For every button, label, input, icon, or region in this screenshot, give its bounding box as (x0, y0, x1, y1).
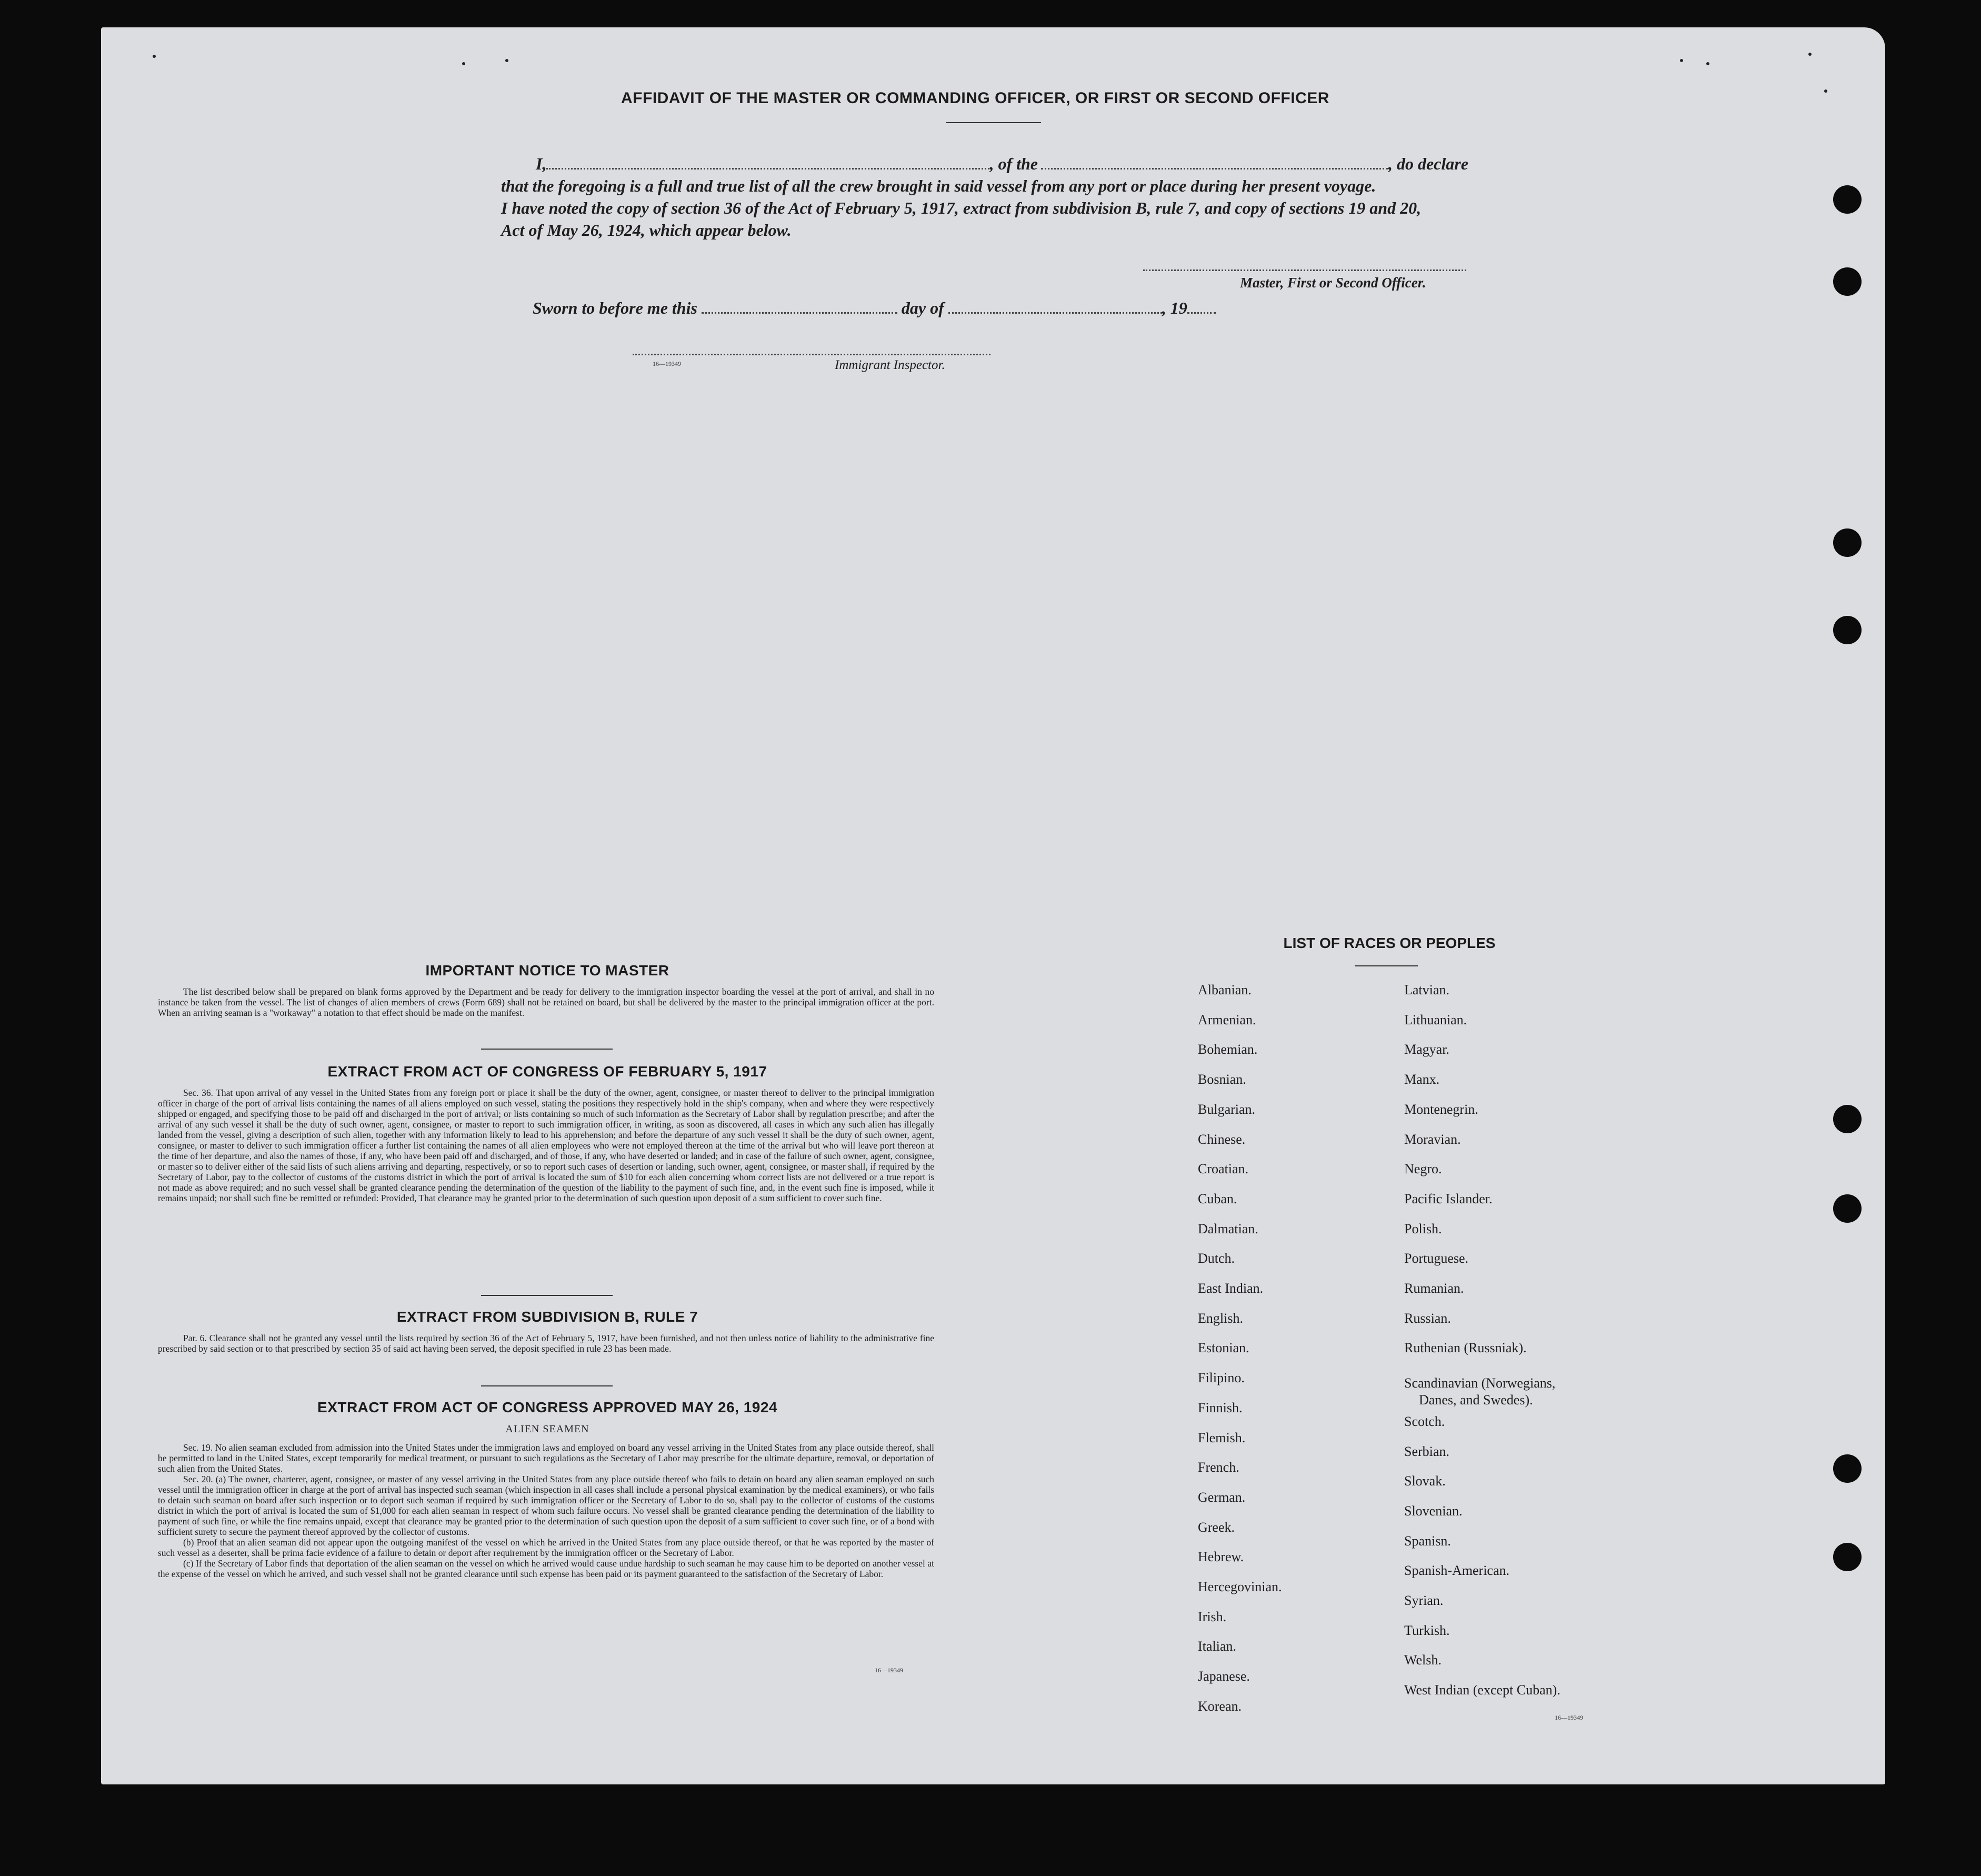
race-item: Spanish-American. (1404, 1563, 1510, 1579)
race-item: Negro. (1404, 1161, 1442, 1177)
subdivision-text (158, 1333, 934, 1354)
affidavit-line-3: I have noted the copy of section 36 of the Act of February 5, 1917, extract from subdivision B, rule 7, and copy of sections 19 and 20, (501, 198, 1422, 217)
race-item: Spanisn. (1404, 1533, 1451, 1549)
race-item: Bosnian. (1198, 1072, 1246, 1087)
sworn-prefix: Sworn to before me this (533, 298, 697, 317)
divider (481, 1295, 613, 1296)
race-item: Armenian. (1198, 1012, 1256, 1027)
sworn-date-blank (702, 312, 897, 314)
speck (1808, 53, 1812, 56)
affidavit-of-the: , of the (989, 154, 1038, 173)
extract-1924-text (158, 1442, 934, 1579)
section-19-paragraph: Sec. 19. No alien seaman excluded from admission into the United States under the immigration laws and employed on board any vessel arriving in the United States from any place outside thereof, shall be permitted to land in the United States, except temporarily for medical treatment, or pursuant to such regulations as the Secretary of Labor may prescribe for the ultimate departure, removal, or deportation of such alien from the United States. (158, 1442, 934, 1474)
race-item: Ruthenian (Russniak). (1404, 1340, 1527, 1356)
speck (462, 62, 465, 65)
sworn-month-blank (948, 312, 1162, 314)
punch-hole (1833, 1105, 1862, 1133)
inspector-label: Immigrant Inspector. (835, 358, 945, 372)
master-label: Master, First or Second Officer. (1240, 275, 1426, 291)
speck (1680, 59, 1683, 62)
notice-title: IMPORTANT NOTICE TO MASTER (425, 962, 669, 979)
race-item: Syrian. (1404, 1593, 1444, 1608)
race-item: Cuban. (1198, 1191, 1237, 1206)
master-signature-line (1143, 270, 1466, 271)
race-item: Flemish. (1198, 1430, 1246, 1445)
race-item: Montenegrin. (1404, 1101, 1478, 1117)
punch-hole (1833, 185, 1862, 214)
race-item: French. (1198, 1460, 1239, 1475)
race-item: Portuguese. (1404, 1251, 1469, 1266)
race-item: Turkish. (1404, 1622, 1450, 1638)
race-item: Moravian. (1404, 1131, 1461, 1147)
speck (505, 59, 508, 62)
sworn-year: , 19 (1162, 298, 1187, 317)
race-item: Albanian. (1198, 982, 1252, 997)
race-item: Danes, and Swedes). (1419, 1392, 1533, 1408)
divider (481, 1385, 613, 1386)
section-20c-paragraph: (c) If the Secretary of Labor finds that deportation of the alien seaman on the vessel on which he arrived would cause undue hardship to such seaman he may cause him to be deported on another vessel at the expense of the vessel on which he arrived, and such vessel shall not be granted clearance until such expense has been paid or its payment guaranteed to the satisfaction of the Secretary of Labor. (158, 1558, 934, 1579)
affidavit-line-1 (536, 153, 1468, 175)
sworn-day-of: day of (901, 298, 944, 317)
section-20a-paragraph: Sec. 20. (a) The owner, charterer, agent, consignee, or master of any vessel arriving in the United States from any place outside thereof who fails to detain on board any alien seaman employed on such vessel until the immigration officer in charge at the port of arrival has inspected such seaman (which inspection in all cases shall include a personal physical examination by the medical examiners), or who fails to detain such seaman on board after such inspection or to deport such seaman if required by such immigration officer or the Secretary of Labor to do so, shall pay to the collector of customs of the customs district in which the port of arrival is located the sum of $1,000 for each alien seaman in respect of whom such failure occurs. No vessel shall be granted clearance pending the determination of the liability to payment of such fine, or while the fine remains unpaid, except that clearance may be granted prior to the determination of such question upon the deposit of a sum sufficient to cover such fine, or of a bond with sufficient surety to secure the payment thereof approved by the collector of customs. (158, 1474, 934, 1537)
race-item: German. (1198, 1489, 1246, 1505)
race-item: Scandinavian (Norwegians, (1404, 1375, 1556, 1391)
race-item: Italian. (1198, 1639, 1236, 1654)
punch-hole (1833, 528, 1862, 557)
punch-hole (1833, 1454, 1862, 1483)
race-item: Greek. (1198, 1519, 1235, 1535)
race-item: Lithuanian. (1404, 1012, 1467, 1027)
race-item: Bohemian. (1198, 1042, 1258, 1057)
par-6-paragraph: Par. 6. Clearance shall not be granted any vessel until the lists required by section 36 of the Act of February 5, 1917, have been furnished, and not then unless notice of liability to the administrative fine prescribed by said section or to that prescribed by section 35 of said act having been served, the deposit specified in rule 23 has been made. (158, 1333, 934, 1354)
section-20b-paragraph: (b) Proof that an alien seaman did not appear upon the outgoing manifest of the vessel on which he arrived in the United States from any place outside thereof, or that he was reported by the master of such vessel as a deserter, shall be prima facie evidence of a failure to detain or deport after requirement by the immigration officer or the Secretary of Labor. (158, 1537, 934, 1558)
affidavit-i: I, (536, 154, 547, 173)
race-item: English. (1198, 1310, 1243, 1326)
race-item: Dutch. (1198, 1251, 1235, 1266)
races-form-number: 16—19349 (1555, 1714, 1583, 1721)
speck (1706, 62, 1709, 65)
race-item: Latvian. (1404, 982, 1449, 997)
race-item: Chinese. (1198, 1131, 1246, 1147)
race-item: Welsh. (1404, 1652, 1442, 1668)
divider (481, 1049, 613, 1050)
race-item: Irish. (1198, 1609, 1227, 1624)
race-item: Estonian. (1198, 1340, 1249, 1356)
extract-1917-text (158, 1087, 934, 1203)
alien-seamen-subtitle: ALIEN SEAMEN (505, 1423, 589, 1435)
notice-paragraph: The list described below shall be prepared on blank forms approved by the Department and be ready for delivery to the immigration inspector boarding the vessel at the port of arrival, and shall in no instance be taken from the vessel. The list of changes of alien members of crews (Form 689) shall not be retained on board, but shall be delivered by the master to the principal immigration officer at the port. When an arriving seaman is a "workaway" a notation to that effect should be made on the manifest. (158, 986, 934, 1018)
race-item: Magyar. (1404, 1042, 1449, 1057)
race-item: Rumanian. (1404, 1281, 1464, 1296)
punch-hole (1833, 267, 1862, 296)
affidavit-line-4: Act of May 26, 1924, which appear below. (501, 221, 792, 240)
race-item: Pacific Islander. (1404, 1191, 1493, 1206)
extract-1924-title: EXTRACT FROM ACT OF CONGRESS APPROVED MAY 26, 1924 (317, 1399, 777, 1415)
divider (1355, 965, 1418, 966)
race-item: Russian. (1404, 1310, 1451, 1326)
vessel-blank (1041, 168, 1388, 169)
race-item: Scotch. (1404, 1413, 1445, 1429)
punch-hole (1833, 616, 1862, 644)
race-item: Serbian. (1404, 1443, 1449, 1459)
race-item: Manx. (1404, 1072, 1440, 1087)
sworn-line (533, 297, 1216, 319)
race-item: Filipino. (1198, 1370, 1245, 1386)
affidavit-line-2: that the foregoing is a full and true list of all the crew brought in said vessel from any port or place during her present voyage. (501, 176, 1376, 195)
punch-hole (1833, 1194, 1862, 1223)
races-title: LIST OF RACES OR PEOPLES (1283, 935, 1496, 951)
extract-1917-title: EXTRACT FROM ACT OF CONGRESS OF FEBRUARY 5, 1917 (327, 1063, 767, 1080)
notice-text (158, 986, 934, 1018)
inspector-signature-line (633, 354, 990, 355)
speck (1824, 89, 1827, 93)
race-item: Croatian. (1198, 1161, 1249, 1177)
extract-form-number: 16—19349 (875, 1667, 903, 1674)
race-item: Korean. (1198, 1698, 1242, 1714)
race-item: Finnish. (1198, 1400, 1243, 1415)
affidavit-form-number: 16—19349 (653, 360, 681, 367)
race-item: East Indian. (1198, 1281, 1264, 1296)
subdivision-title: EXTRACT FROM SUBDIVISION B, RULE 7 (396, 1309, 698, 1325)
section-36-paragraph: Sec. 36. That upon arrival of any vessel in the United States from any foreign port or place it shall be the duty of the owner, agent, consignee, or master thereof to deliver to the principal immigration officer in charge of the port of arrival lists containing the names of all aliens employed on such vessel, stating the positions they respectively hold in the ship's company, when and where they were respectively shipped or engaged, and specifying those to be paid off and discharged in the port of arrival; or lists containing so much of such information as the Secretary of Labor shall by regulation prescribe; and after the arrival of any such vessel it shall be the duty of such owner, agent, consignee, or master to report to such immigration officer, in writing, as soon as discovered, all cases in which any such alien has illegally landed from the vessel, giving a description of such alien, together with any information likely to lead to his apprehension; and before the departure of any such vessel it shall be the duty of such owner, agent, consignee, or master to deliver to such immigration officer a further list containing the names of all alien employees who were not employed thereon at the time of the arrival but who will leave port thereon at the time of her departure, and also the names of those, if any, who have been paid off and discharged, and of those, if any, who have deserted or landed; and in case of the failure of such owner, agent, consignee, or master so to deliver either of the said lists of such aliens arriving and departing, respectively, or so to report such cases of desertion or landing, such owner, agent, consignee, or master shall, if required by the Secretary of Labor, pay to the collector of customs of the customs district in which the port of arrival is located the sum of $10 for each alien concerning whom correct lists are not delivered or a true report is not made as above required; and no such vessel shall be granted clearance pending the determination of the question of the liability to the payment of such fine, and, in the event such fine is imposed, while it remains unpaid; nor shall such fine be remitted or refunded: Provided, That clearance may be granted prior to the determination of such question upon deposit of a sum sufficient to cover such fine. (158, 1087, 934, 1203)
name-blank (546, 168, 989, 169)
race-item: Japanese. (1198, 1669, 1250, 1684)
affidavit-declare: , do declare (1388, 154, 1468, 173)
punch-hole (1833, 1543, 1862, 1571)
sworn-year-blank (1187, 312, 1216, 314)
race-item: Hercegovinian. (1198, 1579, 1282, 1594)
race-item: Slovak. (1404, 1473, 1446, 1489)
race-item: Slovenian. (1404, 1503, 1463, 1519)
title-underline (946, 122, 1041, 123)
speck (153, 55, 156, 58)
race-item: West Indian (except Cuban). (1404, 1682, 1560, 1698)
race-item: Dalmatian. (1198, 1221, 1258, 1236)
affidavit-title: AFFIDAVIT OF THE MASTER OR COMMANDING OFFICER, OR FIRST OR SECOND OFFICER (621, 89, 1329, 107)
race-item: Polish. (1404, 1221, 1442, 1236)
race-item: Bulgarian. (1198, 1101, 1256, 1117)
race-item: Hebrew. (1198, 1549, 1244, 1565)
